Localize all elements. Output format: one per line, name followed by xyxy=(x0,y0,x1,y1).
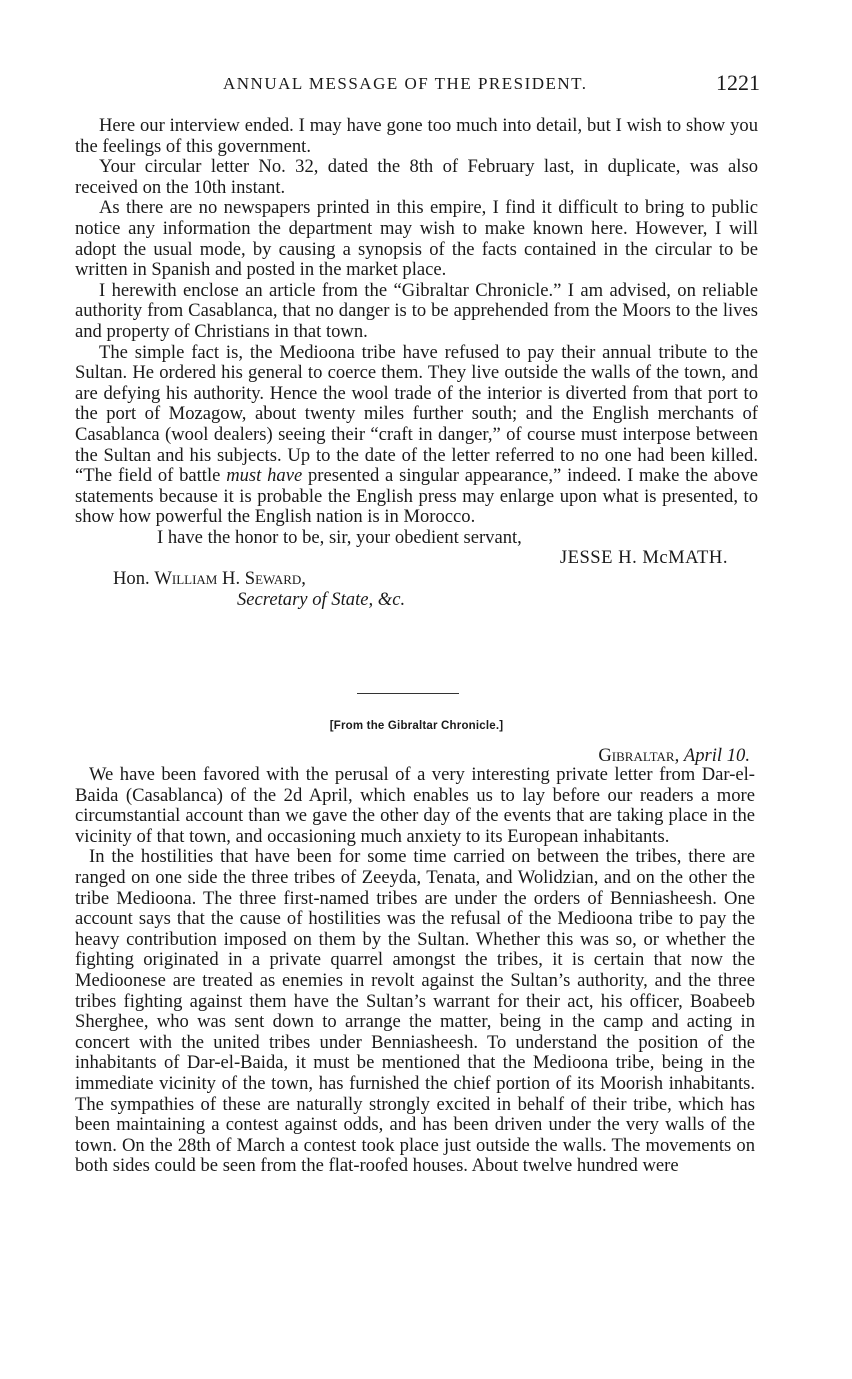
letter-paragraph: Here our interview ended. I may have gone too much into detail, but I wish to show you the feelings of this government. xyxy=(75,115,758,157)
letter-paragraph xyxy=(75,343,758,528)
page-number: 1221 xyxy=(716,70,760,95)
letter-body xyxy=(75,116,758,610)
dateline-place: Gibraltar, xyxy=(598,745,680,766)
letter-text: presented a singular appearance,” indeed. I make the above statements because it is probable the English press may enlarge upon what is presented, to show how powerful the English nation is in Morocco. xyxy=(75,465,759,528)
addressee-title: Secretary of State, &c. xyxy=(237,588,406,610)
addressee xyxy=(75,569,758,590)
dateline-date: April 10. xyxy=(683,745,750,766)
letter-text: The simple fact is, the Medioona tribe have refused to pay their annual tribute to the Sultan. He ordered his general to coerce them. They live outside the walls of the town, and are defying his authority. Hence the wool trade of the interior is diverted from that port to the port of Mozagow, about twenty miles further south; and the English merchants of Casablanca (wool dealers) seeing their “craft in danger,” of course must interpose between the Sultan and his subjects. Up to the date of the letter referred to no one had been killed. “The field of battle xyxy=(75,341,758,487)
source-note: [From the Gibraltar Chronicle.] xyxy=(329,720,504,732)
article-paragraph: We have been favored with the perusal of a very interesting private letter from Dar-el-Baida (Casablanca) of the 2d April, which enables us to lay before our readers a more circumstantial account than we gave the other day of the events that are taking place in the vicinity of that town, and occasioning much anxiety to its European inhabitants. xyxy=(75,764,755,847)
emphasis-text: must have xyxy=(226,465,303,487)
letter-paragraph: As there are no newspapers printed in this empire, I find it difficult to bring to public notice any information the department may wish to make known here. However, I will adopt the usual mode, by causing a synopsis of the facts contained in the circular to be written in Spanish and posted in the market place. xyxy=(75,197,758,281)
section-divider xyxy=(357,693,459,694)
letter-paragraph: I herewith enclose an article from the “Gibraltar Chronicle.” I am advised, on reliable authority from Casablanca, that no danger is to be apprehended from the Moors to the lives and property of Christians in that town. xyxy=(75,279,758,342)
article-paragraph: In the hostilities that have been for some time carried on between the tribes, there are ranged on one side the three tribes of Zeeyda, Tenata, and Wolidzian, and on the other the tribe Medioona. The three first-named tribes are under the orders of Benniasheesh. One account says that the cause of hostilities was the refusal of the Medioona tribe to pay the heavy contribution imposed on them by the Sultan. Whether this was so, or whether the fighting originated in a private quarrel amongst the tribes, it is certain that now the Medioonese are treated as enemies in revolt against the Sultan’s authority, and the three tribes fighting against them have the Sultan’s warrant for their act, his officer, Boabeeb Sherghee, who was sent down to arrange the matter, being in the camp and acting in concert with the united tribes under Benniasheesh. To understand the position of the inhabitants of Dar-el-Baida, it must be mentioned that the Medioona tribe, being in the immediate vicinity of the town, has furnished the chief portion of its Moorish inhabitants. The sympathies of these are naturally strongly excited in behalf of their tribe, which has been maintaining a contest against odds, and has been driven under the very walls of the town. On the 28th of March a contest took place just outside the walls. The movements on both sides could be seen from the flat-roofed houses. About twelve hundred were xyxy=(75,846,755,1177)
running-title: ANNUAL MESSAGE OF THE PRESIDENT. xyxy=(223,74,588,93)
letter-paragraph: Your circular letter No. 32, dated the 8th of February last, in duplicate, was also received on the 10th instant. xyxy=(75,156,758,198)
letter-closing: I have the honor to be, sir, your obedient servant, xyxy=(157,526,522,548)
article-body xyxy=(75,765,755,1177)
signature: JESSE H. McMATH. xyxy=(559,547,728,569)
addressee-prefix: Hon. xyxy=(113,568,155,590)
page-header xyxy=(75,68,760,98)
addressee-name: William H. Seward, xyxy=(154,568,306,590)
